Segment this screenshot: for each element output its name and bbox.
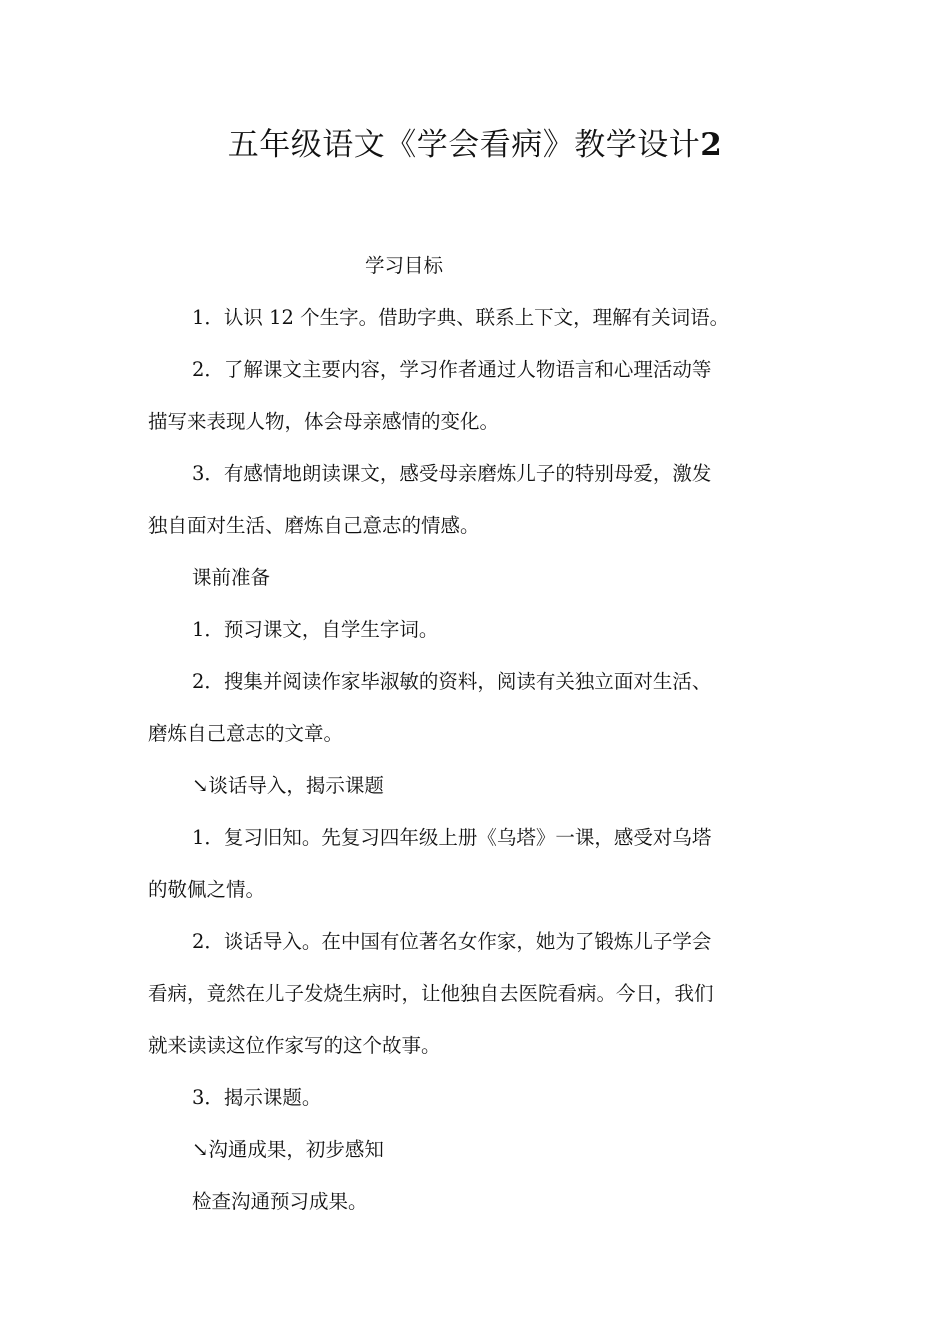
document-title-text: 五年级语文《学会看病》教学设计 [227,127,701,163]
paragraph-line: 2．搜集并阅读作家毕淑敏的资料，阅读有关独立面对生活、 [192,670,712,693]
paragraph-line: ↘谈话导入，揭示课题 [192,774,384,797]
section-heading: 学习目标 [365,254,444,277]
paragraph-line: ↘沟通成果，初步感知 [192,1138,384,1161]
paragraph-line: 2．谈话导入。在中国有位著名女作家，她为了锻炼儿子学会 [192,930,712,953]
paragraph-line: 检查沟通预习成果。 [192,1190,368,1213]
paragraph-line: 2．了解课文主要内容，学习作者通过人物语言和心理活动等 [192,358,712,381]
paragraph-line: 3．有感情地朗读课文，感受母亲磨炼儿子的特别母爱，激发 [192,462,712,485]
paragraph-line: 的敬佩之情。 [148,878,266,901]
paragraph-line: 1．认识 12 个生字。借助字典、联系上下文，理解有关词语。 [192,306,730,329]
paragraph-line: 就来读读这位作家写的这个故事。 [148,1034,441,1057]
paragraph-line: 磨炼自己意志的文章。 [148,722,344,745]
paragraph-line: 1．复习旧知。先复习四年级上册《乌塔》一课，感受对乌塔 [192,826,712,849]
paragraph-line: 看病，竟然在儿子发烧生病时，让他独自去医院看病。今日，我们 [148,982,714,1005]
paragraph-line: 课前准备 [192,566,271,589]
paragraph-line: 独自面对生活、磨炼自己意志的情感。 [148,514,480,537]
document-body [148,240,800,1228]
paragraph-line: 3．揭示课题。 [192,1086,322,1109]
document-title [0,122,950,168]
document-title-number: 2 [700,127,723,163]
paragraph-line: 1．预习课文，自学生字词。 [192,618,439,641]
paragraph-line: 描写来表现人物，体会母亲感情的变化。 [148,410,500,433]
